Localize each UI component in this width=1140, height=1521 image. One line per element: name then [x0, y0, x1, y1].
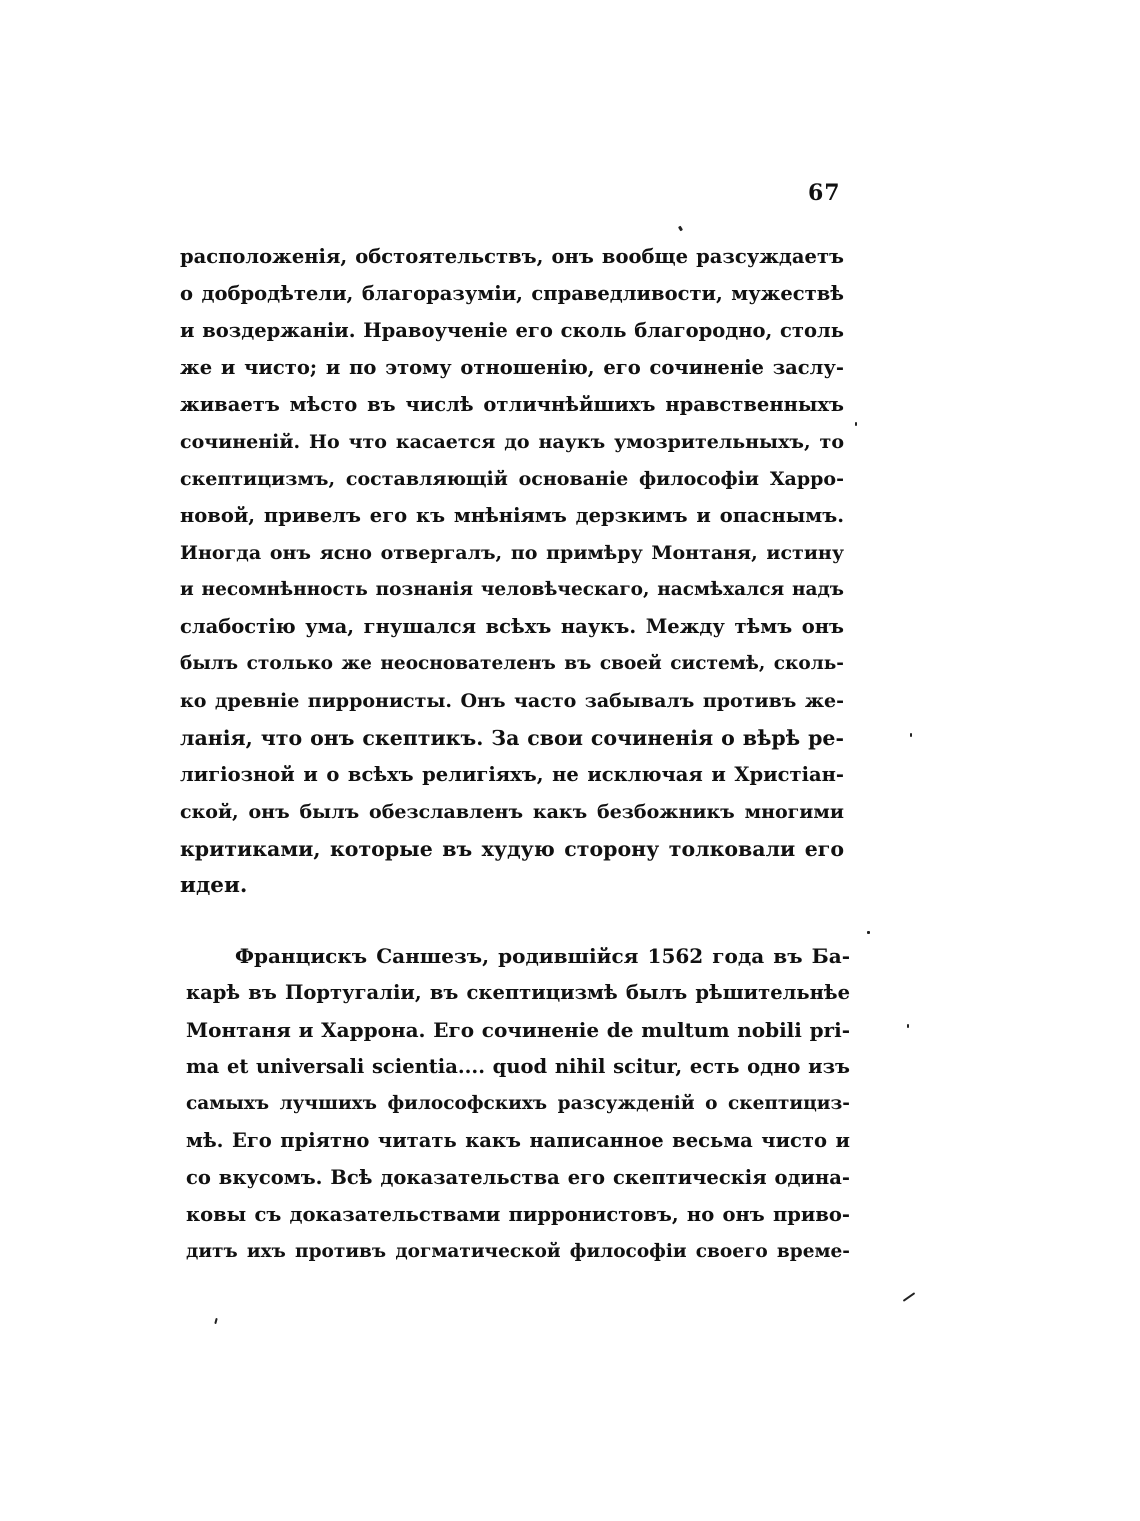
text-line: о добродѣтели, благоразуміи, справедливости, мужествѣ: [180, 282, 844, 305]
scan-speck: [855, 422, 857, 426]
text-line: слабостію ума, гнушался всѣхъ наукъ. Между тѣмъ онъ: [180, 615, 844, 638]
text-line: Францискъ Саншезъ, родившійся 1562 года въ Ба-: [235, 944, 850, 968]
text-line: ma et universali scientia.... quod nihil scitur, есть одно изъ: [186, 1055, 850, 1078]
text-line: лигіозной и о всѣхъ религіяхъ, не исключая и Христіан-: [180, 763, 844, 786]
scan-speck: [907, 1024, 909, 1028]
text-line: живаетъ мѣсто въ числѣ отличнѣйшихъ нравственныхъ: [180, 393, 844, 416]
text-line: же и чисто; и по этому отношенію, его сочиненіе заслу-: [180, 356, 844, 379]
text-line: идеи.: [180, 873, 248, 898]
text-line: ланія, что онъ скептикъ. За свои сочиненія о вѣрѣ ре-: [180, 726, 844, 750]
text-line: ковы съ доказательствами пирронистовъ, но онъ приво-: [186, 1203, 850, 1226]
scan-speck: [903, 1292, 916, 1302]
text-line: расположенія, обстоятельствъ, онъ вообще разсуждаетъ: [180, 245, 844, 268]
scan-speck: [678, 226, 683, 232]
text-line: мѣ. Его пріятно читать какъ написанное весьма чисто и: [186, 1129, 850, 1152]
page-number: 67: [808, 180, 841, 206]
text-line: дитъ ихъ противъ догматической философіи своего време-: [186, 1241, 850, 1262]
text-line: ко древніе пирронисты. Онъ часто забывалъ противъ же-: [180, 690, 844, 712]
text-line: со вкусомъ. Всѣ доказательства его скептическія одина-: [186, 1166, 850, 1189]
text-line: карѣ въ Португаліи, въ скептицизмѣ былъ рѣшительнѣе: [186, 981, 850, 1004]
text-line: сочиненій. Но что касается до наукъ умозрительныхъ, то: [180, 431, 844, 453]
text-line: Монтаня и Харрона. Его сочиненіе de multum nobili pri-: [186, 1018, 850, 1042]
text-line: скептицизмъ, составляющій основаніе философіи Харро-: [180, 468, 844, 490]
text-line: ской, онъ былъ обезславленъ какъ безбожникъ многими: [180, 801, 844, 823]
text-line: новой, привелъ его къ мнѣніямъ дерзкимъ и опаснымъ.: [180, 504, 844, 527]
text-line: Иногда онъ ясно отвергалъ, по примѣру Монтаня, истину: [180, 542, 844, 564]
scan-speck: [214, 1318, 217, 1324]
text-line: и воздержаніи. Нравоученіе его сколь благородно, столь: [180, 319, 844, 342]
text-line: былъ столько же неоснователенъ въ своей системѣ, сколь-: [180, 653, 844, 674]
text-line: и несомнѣнность познанія человѣческаго, насмѣхался надъ: [180, 579, 844, 600]
scan-speck: [867, 931, 870, 934]
text-line: критиками, которые въ худую сторону толковали его: [180, 837, 844, 861]
scan-speck: [910, 733, 912, 737]
text-line: самыхъ лучшихъ философскихъ разсужденій о скептициз-: [186, 1093, 850, 1114]
